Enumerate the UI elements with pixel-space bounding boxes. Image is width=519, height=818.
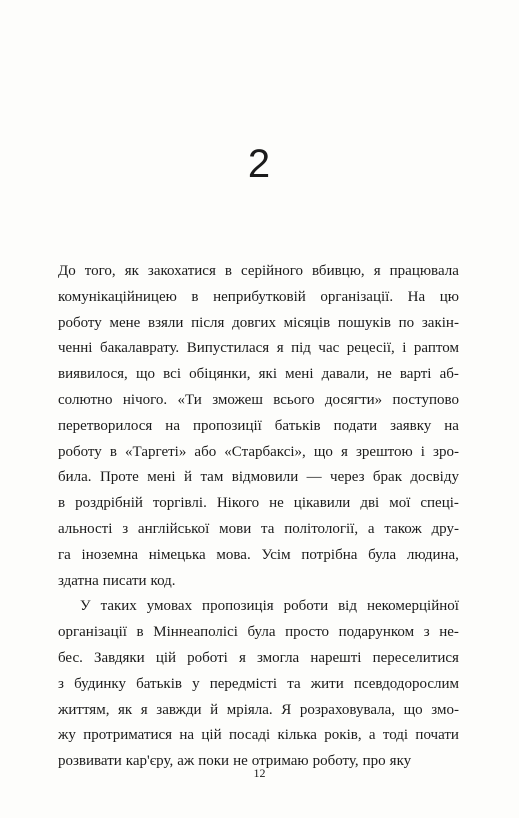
- text-line: виявилося, що всі обіцянки, які мені давали, не варті аб-: [58, 366, 459, 383]
- text-line: ченні бакалаврату. Випустилася я під час рецесії, і раптом: [58, 340, 459, 357]
- paragraph: [58, 259, 459, 594]
- text-line: бес. Завдяки цій роботі я змогла нарешті переселитися: [58, 649, 459, 666]
- text-line: альності з англійської мови та політології, а також дру-: [58, 520, 459, 537]
- text-line: розвивати кар'єру, аж поки не отримаю роботу, про яку: [58, 753, 412, 770]
- text-line: організації в Міннеаполісі була просто подарунком з не-: [58, 624, 459, 641]
- text-line: У таких умовах пропозиція роботи від некомерційної: [80, 598, 459, 615]
- page-number: 12: [253, 766, 266, 780]
- text-line: га іноземна німецька мова. Усім потрібна була людина,: [58, 546, 459, 563]
- text-line: солютно нічого. «Ти зможеш всього досягти» поступово: [58, 391, 459, 408]
- text-line: здатна писати код.: [58, 572, 176, 589]
- text-line: роботу мене взяли після довгих місяців пошуків по закін-: [58, 314, 459, 331]
- text-line: комунікаційницею в неприбутковій організації. На цю: [58, 288, 459, 305]
- text-line: била. Проте мені й там відмовили — через брак досвіду: [58, 469, 459, 486]
- text-line: життям, як я завжди й мріяла. Я розраховувала, що змо-: [58, 701, 459, 718]
- chapter-number: 2: [247, 142, 272, 186]
- paragraph: [58, 594, 459, 775]
- text-line: роботу в «Таргеті» або «Старбаксі», що я зрештою і зро-: [58, 443, 459, 460]
- text-line: в роздрібній торгівлі. Нікого не цікавили дві мої спеці-: [58, 495, 459, 512]
- text-line: перетворилося на пропозиції батьків подати заявку на: [58, 417, 459, 434]
- body-text: [58, 259, 459, 775]
- text-line: з будинку батьків у передмісті та жити псевдодорослим: [58, 675, 459, 692]
- text-line: жу протриматися на цій посаді кілька років, а тоді почати: [58, 727, 459, 744]
- text-line: До того, як закохатися в серійного вбивцю, я працювала: [58, 263, 459, 279]
